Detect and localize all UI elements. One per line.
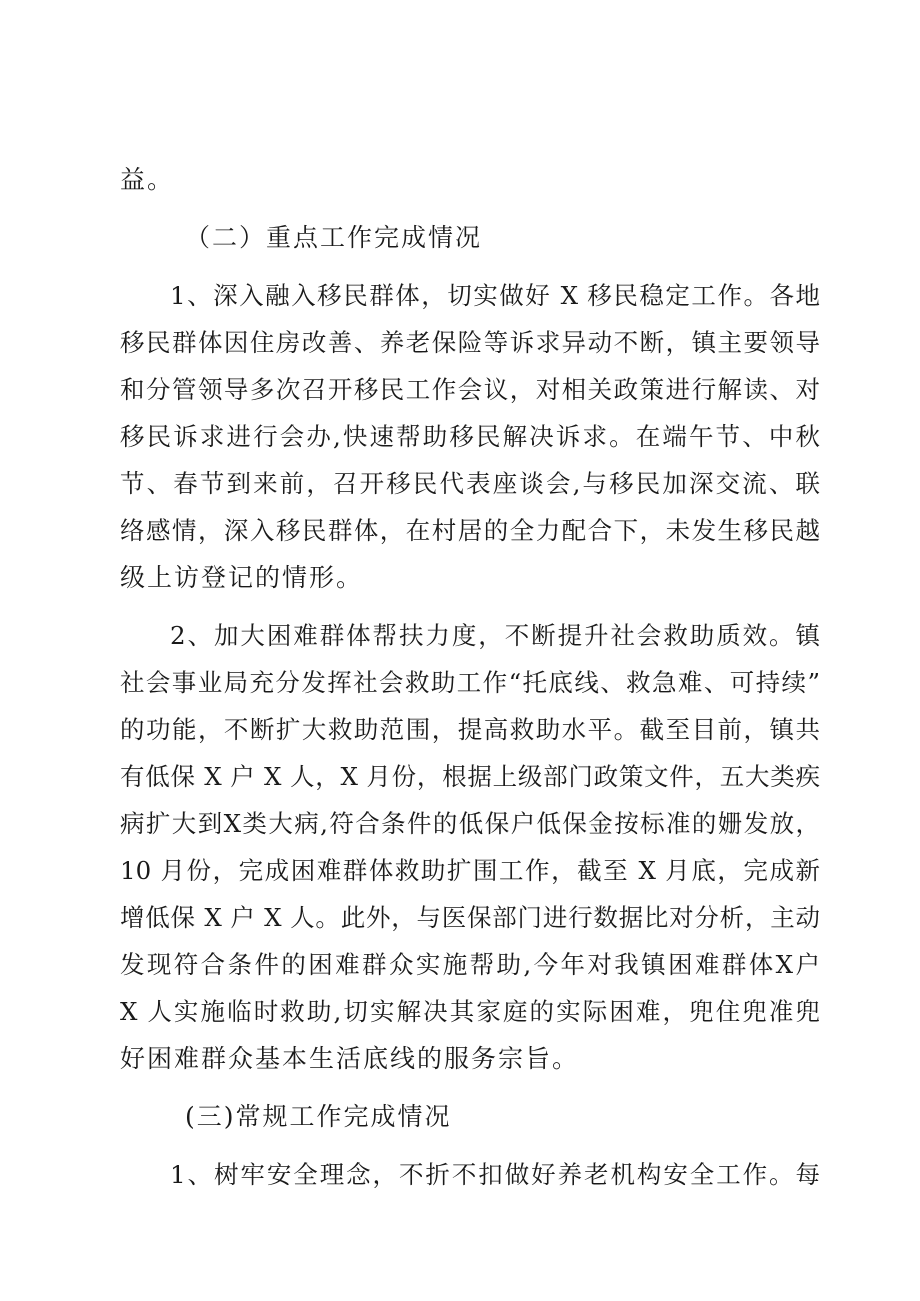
text-line: 增低保 X 户 X 人。此外，与医保部门进行数据比对分析，主动	[120, 903, 820, 932]
text-line: 节、春节到来前，召开移民代表座谈会,与移民加深交流、联	[120, 469, 820, 498]
text-line: 络感情，深入移民群体，在村居的全力配合下，未发生移民越	[120, 516, 820, 545]
text-line: 益。	[120, 165, 175, 194]
text-line: 发现符合条件的困难群众实施帮助,今年对我镇困难群体X户	[120, 950, 820, 979]
text-line: 的功能，不断扩大救助范围，提高救助水平。截至目前，镇共	[120, 715, 820, 744]
text-line: 病扩大到X类大病,符合条件的低保户低保金按标准的姗发放，	[120, 809, 820, 838]
text-line: 有低保 X 户 X 人，X 月份，根据上级部门政策文件，五大类疾	[120, 762, 820, 791]
text-line: 好困难群众基本生活底线的服务宗旨。	[120, 1044, 580, 1073]
text-line: 1、树牢安全理念，不折不扣做好养老机构安全工作。每	[170, 1160, 820, 1189]
text-line: 社会事业局充分发挥社会救助工作“托底线、救急难、可持续”	[120, 668, 820, 697]
text-line: 10 月份，完成困难群体救助扩围工作，截至 X 月底，完成新	[120, 856, 820, 885]
text-line: 级上访登记的情形。	[120, 563, 364, 592]
section-heading: （二）重点工作完成情况	[185, 223, 483, 252]
text-line: 2、加大困难群体帮扶力度，不断提升社会救助质效。镇	[170, 621, 820, 650]
text-line: 移民诉求进行会办,快速帮助移民解决诉求。在端午节、中秋	[120, 422, 820, 451]
text-line: 和分管领导多次召开移民工作会议，对相关政策进行解读、对	[120, 375, 820, 404]
section-heading: (三)常规工作完成情况	[185, 1102, 452, 1131]
text-line: 移民群体因住房改善、养老保险等诉求异动不断，镇主要领导	[120, 328, 820, 357]
text-line: 1、深入融入移民群体，切实做好 X 移民稳定工作。各地	[170, 281, 820, 310]
text-line: X 人实施临时救助,切实解决其家庭的实际困难，兜住兜准兜	[120, 997, 820, 1026]
